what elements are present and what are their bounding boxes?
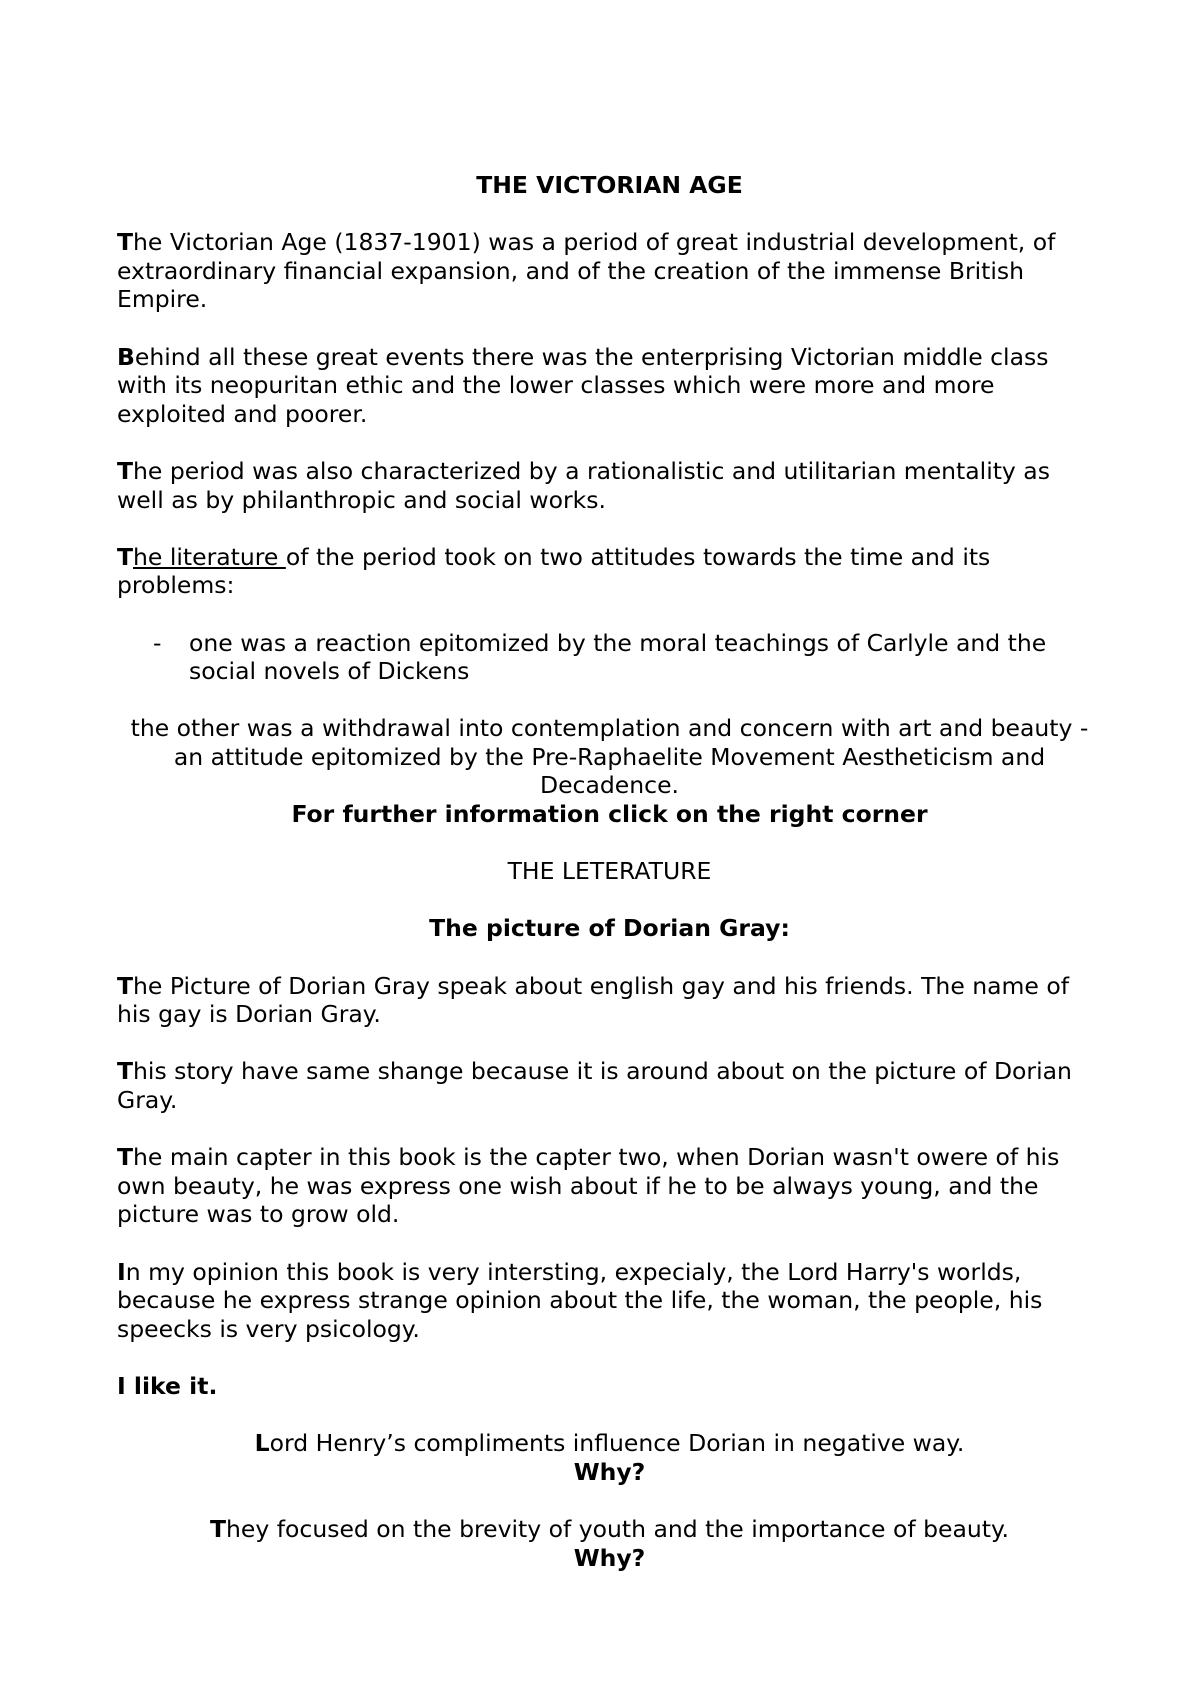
initial-letter: T bbox=[117, 228, 134, 257]
paragraph-text: he Picture of Dorian Gray speak about english gay and his friends. The name of his gay is Dorian Gray. bbox=[117, 971, 1070, 1029]
paragraph-text: he main capter in this book is the capter two, when Dorian wasn't owere of his own beauty, he was express one wish about if he to be always young, and the picture was to grow old. bbox=[117, 1143, 1060, 1229]
document-title: THE VICTORIAN AGE bbox=[476, 171, 743, 199]
paragraph-dorian-summary bbox=[117, 972, 1102, 1029]
paragraph-text: of the period took on two attitudes towards the time and its problems: bbox=[117, 542, 991, 600]
document-body bbox=[117, 171, 1102, 1572]
paragraph-lord-henry bbox=[117, 1429, 1102, 1458]
paragraph-text: he period was also characterized by a rationalistic and utilitarian mentality as well as by philanthropic and social works. bbox=[117, 456, 1050, 514]
list-item bbox=[117, 629, 1102, 686]
paragraph-text: ehind all these great events there was the enterprising Victorian middle class with its neopuritan ethic and the lower classes which were more and more exploited and poorer. bbox=[117, 342, 1049, 428]
dash-bullet: - bbox=[153, 628, 162, 657]
paragraph-mentality bbox=[117, 457, 1102, 514]
paragraph-text: n my opinion this book is very intersting, expecialy, the Lord Harry's worlds, because he express strange opinion about the life, the woman, the people, his speecks is very psicology. bbox=[117, 1257, 1043, 1343]
initial-letter: T bbox=[117, 1057, 134, 1086]
paragraph-story bbox=[117, 1057, 1102, 1114]
further-info-text: For further information click on the right corner bbox=[291, 800, 928, 829]
initial-letter: T bbox=[117, 971, 134, 1000]
list-item-text: one was a reaction epitomized by the moral teachings of Carlyle and the social novels of Dickens bbox=[189, 628, 1047, 686]
initial-letter: T bbox=[117, 1143, 134, 1172]
initial-letter: T bbox=[117, 542, 134, 571]
why-question: Why? bbox=[573, 1457, 646, 1486]
paragraph-middle-class bbox=[117, 343, 1102, 429]
paragraph-literature-attitudes bbox=[117, 543, 1102, 600]
initial-letter: L bbox=[254, 1429, 270, 1458]
underlined-text: he literature bbox=[133, 542, 286, 571]
why-question: Why? bbox=[573, 1543, 646, 1572]
initial-letter: I bbox=[117, 1257, 126, 1286]
paragraph-text: hey focused on the brevity of youth and the importance of beauty. bbox=[226, 1514, 1009, 1543]
initial-letter: B bbox=[117, 342, 135, 371]
paragraph-like-it: I like it. bbox=[117, 1371, 218, 1400]
paragraph-opinion bbox=[117, 1258, 1102, 1344]
initial-letter: T bbox=[117, 456, 134, 485]
paragraph-withdrawal: the other was a withdrawal into contemplation and concern with art and beauty - an attitude epitomized by the Pre-Raphaelite Movement Aestheticism and Decadence. bbox=[130, 714, 1089, 800]
initial-letter: T bbox=[209, 1514, 227, 1543]
paragraph-brevity-youth bbox=[117, 1515, 1102, 1544]
paragraph-victorian-age bbox=[117, 228, 1102, 314]
paragraph-main-chapter bbox=[117, 1143, 1102, 1229]
paragraph-text: ord Henry’s compliments influence Dorian in negative way. bbox=[269, 1429, 965, 1458]
section-heading-dorian-gray: The picture of Dorian Gray: bbox=[429, 914, 790, 943]
paragraph-text: his story have same shange because it is around about on the picture of Dorian Gray. bbox=[117, 1057, 1072, 1114]
section-heading-literature: THE LETERATURE bbox=[507, 857, 712, 886]
paragraph-text: he Victorian Age (1837-1901) was a period of great industrial development, of extraordinary financial expansion, and of the creation of the immense British Empire. bbox=[117, 228, 1056, 314]
